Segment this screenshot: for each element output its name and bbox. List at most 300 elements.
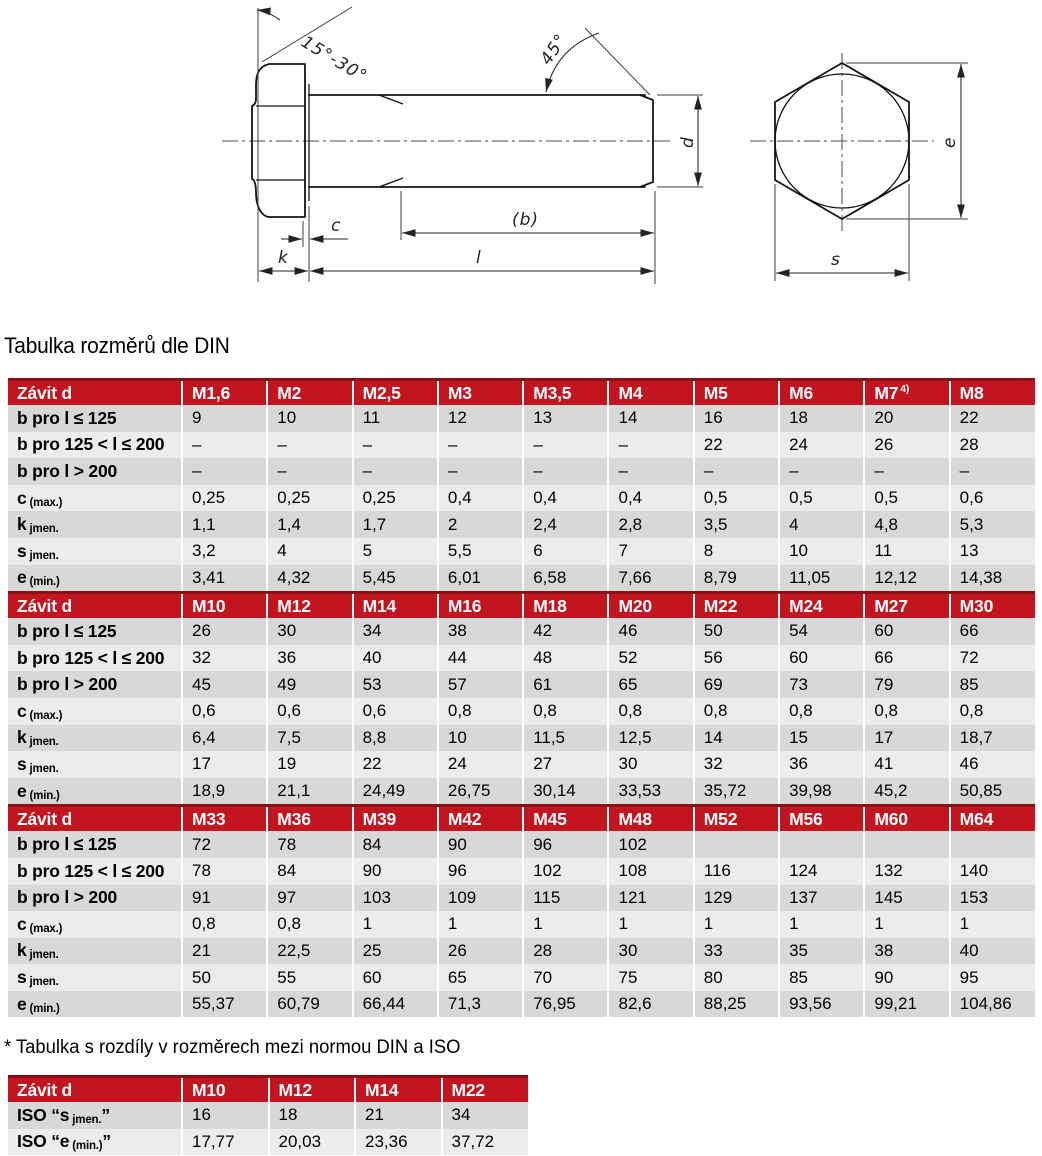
row-label-cell (8, 405, 182, 432)
dimension-value-cell: 13 (523, 405, 608, 432)
dimension-value-cell: 1 (694, 911, 779, 938)
head-height-label: k (278, 248, 289, 268)
row-label-cell (8, 645, 182, 672)
dimension-row (8, 645, 1035, 672)
row-label-cell (8, 485, 182, 512)
thread-size-header: M27 (864, 593, 949, 619)
row-label-cell (8, 938, 182, 965)
row-label-sub: jmen. (29, 523, 59, 536)
dimension-value-cell: 82,6 (608, 991, 693, 1018)
row-label-sub: (max.) (29, 922, 63, 935)
dimension-value-cell: – (182, 458, 267, 485)
dimension-row (8, 511, 1035, 538)
thread-size-header: M24 (779, 593, 864, 619)
dimension-value-cell: 36 (267, 645, 352, 672)
row-label-main: s (17, 967, 27, 988)
dimension-value-cell: 0,4 (438, 485, 523, 512)
row-label-main: b pro l ≤ 125 (17, 407, 117, 428)
dimension-value-cell: 40 (950, 938, 1035, 965)
dimension-value-cell: 10 (779, 538, 864, 565)
dimension-value-cell: 5,5 (438, 538, 523, 565)
dimension-value-cell: 90 (353, 858, 438, 885)
bolt-technical-drawing (0, 0, 1042, 312)
row-label-main: k (17, 727, 27, 748)
dimension-value-cell: – (694, 458, 779, 485)
row-label-cell (8, 618, 182, 645)
dimension-value-cell (694, 831, 779, 858)
thread-size-header: M52 (694, 806, 779, 832)
dimension-value-cell: 26 (864, 432, 949, 459)
dimension-value-cell (950, 831, 1035, 858)
row-label-pre: ISO “e (17, 1131, 70, 1152)
thread-size-header: M33 (182, 806, 267, 832)
dimension-value-cell: 78 (267, 831, 352, 858)
head-chamfer-angle-annotation (257, 7, 371, 282)
thread-size-header: M48 (608, 806, 693, 832)
dimension-value-cell: 6,58 (523, 565, 608, 593)
dimension-value-cell: 22 (950, 405, 1035, 432)
dimension-value-cell: 14 (694, 725, 779, 752)
dimension-value-cell: 109 (438, 885, 523, 912)
row-label-cell (8, 671, 182, 698)
row-label-post: ” (102, 1131, 111, 1152)
dimension-value-cell: 0,8 (608, 698, 693, 725)
dimension-value-cell: 103 (353, 885, 438, 912)
dimension-value-cell: 65 (608, 671, 693, 698)
dimension-value-cell: 2,4 (523, 511, 608, 538)
dimension-value-cell: 24 (779, 432, 864, 459)
dimension-value-cell: 70 (523, 964, 608, 991)
dimension-value-cell: 1 (523, 911, 608, 938)
thread-size-header: M39 (353, 806, 438, 832)
dimension-value-cell: 50 (694, 618, 779, 645)
thread-header-label: Závit d (8, 1077, 182, 1103)
dimension-value-cell: 75 (608, 964, 693, 991)
dimension-value-cell: – (438, 432, 523, 459)
dimension-value-cell: 66 (864, 645, 949, 672)
dimension-value-cell: – (267, 432, 352, 459)
dimension-value-cell: 60 (353, 964, 438, 991)
dimension-value-cell: 45 (182, 671, 267, 698)
row-label-sub: jmen. (29, 976, 59, 989)
row-label-cell (8, 538, 182, 565)
dimension-value-cell: – (182, 432, 267, 459)
dimension-value-cell: 0,5 (694, 485, 779, 512)
dimension-value-cell: 12 (438, 405, 523, 432)
row-label-main: b pro l > 200 (17, 887, 118, 908)
dimension-value-cell: 1 (864, 911, 949, 938)
dimension-value-cell: 30,14 (523, 778, 608, 806)
dimension-value-cell: 26 (182, 618, 267, 645)
dimension-value-cell: 16 (694, 405, 779, 432)
row-label-cell (8, 1129, 182, 1156)
dimension-row (8, 911, 1035, 938)
dimension-value-cell: 72 (950, 645, 1035, 672)
dimension-row (8, 458, 1035, 485)
row-label-cell (8, 432, 182, 459)
din-dimension-table (8, 378, 1035, 1017)
dimension-value-cell: – (353, 432, 438, 459)
section-header-row (8, 1077, 528, 1103)
dimension-value-cell: 18 (779, 405, 864, 432)
dimension-value-cell: 85 (779, 964, 864, 991)
dimension-value-cell: 99,21 (864, 991, 949, 1018)
dimension-value-cell: 129 (694, 885, 779, 912)
dimension-value-cell: 3,5 (694, 511, 779, 538)
thread-size-header: M60 (864, 806, 949, 832)
dimension-value-cell: 84 (267, 858, 352, 885)
dimension-value-cell: 5 (353, 538, 438, 565)
row-label-sub: (min.) (29, 576, 60, 589)
dimension-value-cell: 0,25 (267, 485, 352, 512)
dimension-value-cell: – (267, 458, 352, 485)
thread-size-header: M4 (608, 380, 693, 406)
iso-value-cell: 17,77 (182, 1129, 269, 1156)
thread-size-header: M36 (267, 806, 352, 832)
dimension-value-cell: 18,9 (182, 778, 267, 806)
dimension-value-cell: 10 (438, 725, 523, 752)
dimension-value-cell: 0,8 (694, 698, 779, 725)
dimension-value-cell: 0,25 (182, 485, 267, 512)
dimension-value-cell: 0,8 (438, 698, 523, 725)
dimension-value-cell: 48 (523, 645, 608, 672)
dimension-value-cell: 11,05 (779, 565, 864, 593)
dimension-value-cell: 52 (608, 645, 693, 672)
thread-size-header: M12 (267, 593, 352, 619)
dimension-value-cell: 55,37 (182, 991, 267, 1018)
dimension-row (8, 671, 1035, 698)
row-label-cell (8, 1102, 182, 1129)
dimension-value-cell: 49 (267, 671, 352, 698)
dimension-value-cell: 1,1 (182, 511, 267, 538)
row-label-sub: jmen. (29, 549, 59, 562)
dimension-value-cell: 26 (438, 938, 523, 965)
dimension-row (8, 698, 1035, 725)
dimension-value-cell: 66,44 (353, 991, 438, 1018)
dimension-value-cell: 137 (779, 885, 864, 912)
row-label-main: e (17, 567, 27, 588)
iso-dimension-row (8, 1102, 528, 1129)
dimension-row (8, 432, 1035, 459)
bolt-length-label: l (476, 248, 482, 268)
dimension-value-cell: 132 (864, 858, 949, 885)
thread-size-header: M8 (950, 380, 1035, 406)
dimension-row (8, 405, 1035, 432)
thread-size-header: M18 (523, 593, 608, 619)
dimension-value-cell: 102 (608, 831, 693, 858)
dimension-value-cell: 40 (353, 645, 438, 672)
thread-length-dimension (401, 191, 655, 284)
thread-size-header: M10 (182, 1077, 269, 1103)
dimension-value-cell: 88,25 (694, 991, 779, 1018)
dimension-value-cell: 69 (694, 671, 779, 698)
thread-size-header: M12 (269, 1077, 356, 1103)
iso-value-cell: 20,03 (269, 1129, 356, 1156)
iso-value-cell: 16 (182, 1102, 269, 1129)
dimension-value-cell: 7,5 (267, 725, 352, 752)
flat-width-label: s (831, 250, 841, 270)
row-label-main: c (17, 700, 27, 721)
dimension-row (8, 725, 1035, 752)
dimension-value-cell: 0,8 (864, 698, 949, 725)
dimension-value-cell: 96 (438, 858, 523, 885)
dimension-value-cell: 46 (608, 618, 693, 645)
dimension-value-cell: 7 (608, 538, 693, 565)
dimension-value-cell: 93,56 (779, 991, 864, 1018)
dimension-value-cell: 41 (864, 751, 949, 778)
row-label-cell (8, 751, 182, 778)
thread-size-header: M45 (523, 806, 608, 832)
dimension-value-cell: 20 (864, 405, 949, 432)
dimension-value-cell: 30 (608, 938, 693, 965)
dimension-value-cell: 11 (864, 538, 949, 565)
dimension-value-cell: 11,5 (523, 725, 608, 752)
iso-tbody (8, 1077, 528, 1156)
dimension-value-cell: 102 (523, 858, 608, 885)
iso-dimension-row (8, 1129, 528, 1156)
thread-size-header: M56 (779, 806, 864, 832)
row-label-cell (8, 458, 182, 485)
dimension-value-cell: 4 (267, 538, 352, 565)
washer-face-dimension (281, 206, 348, 247)
dimension-value-cell: 36 (779, 751, 864, 778)
dimension-value-cell: 34 (353, 618, 438, 645)
dimension-value-cell: 9 (182, 405, 267, 432)
thread-size-header: M16 (438, 593, 523, 619)
dimension-value-cell: 153 (950, 885, 1035, 912)
dimension-value-cell: 79 (864, 671, 949, 698)
dimension-value-cell: 140 (950, 858, 1035, 885)
dimension-value-cell: 15 (779, 725, 864, 752)
dimension-value-cell: 27 (523, 751, 608, 778)
din-table-title: Tabulka rozměrů dle DIN (4, 333, 230, 358)
iso-difference-note: * Tabulka s rozdíly v rozměrech mezi normou DIN a ISO (4, 1037, 461, 1058)
dimension-value-cell: 1 (438, 911, 523, 938)
thread-size-header: M3 (438, 380, 523, 406)
dimension-value-cell: 1,7 (353, 511, 438, 538)
row-label-cell (8, 885, 182, 912)
dimension-value-cell: 0,6 (182, 698, 267, 725)
dimension-value-cell: 60,79 (267, 991, 352, 1018)
dimension-value-cell: – (608, 432, 693, 459)
dimension-value-cell: 39,98 (779, 778, 864, 806)
dimension-value-cell: 4 (779, 511, 864, 538)
row-label-main: b pro l ≤ 125 (17, 834, 117, 855)
dimension-row (8, 751, 1035, 778)
dimension-row (8, 858, 1035, 885)
dimension-value-cell: 121 (608, 885, 693, 912)
dimension-value-cell (864, 831, 949, 858)
dimension-row (8, 538, 1035, 565)
thread-size-header: M2,5 (353, 380, 438, 406)
dimension-value-cell: 50,85 (950, 778, 1035, 806)
row-label-sub: (min.) (29, 789, 60, 802)
dimension-value-cell: 85 (950, 671, 1035, 698)
dimension-value-cell: 28 (523, 938, 608, 965)
dimension-value-cell: 0,6 (950, 485, 1035, 512)
row-label-cell (8, 698, 182, 725)
dimension-value-cell: 0,8 (950, 698, 1035, 725)
row-label-sub: jmen. (72, 1113, 102, 1126)
dimension-value-cell: 3,41 (182, 565, 267, 593)
dimension-value-cell: 0,4 (523, 485, 608, 512)
dimension-value-cell: 73 (779, 671, 864, 698)
chamfer-angle-label: 15°-30° (297, 32, 371, 88)
dimension-value-cell: 0,6 (267, 698, 352, 725)
dimension-value-cell: 26,75 (438, 778, 523, 806)
row-label-main: k (17, 514, 27, 535)
row-label-main: b pro 125 < l ≤ 200 (17, 860, 165, 881)
dimension-value-cell: 38 (864, 938, 949, 965)
diameter-label: d (678, 136, 698, 148)
row-label-main: b pro l > 200 (17, 460, 118, 481)
dimension-value-cell: 22,5 (267, 938, 352, 965)
dimension-value-cell: 1 (779, 911, 864, 938)
dimension-value-cell: – (523, 432, 608, 459)
dimension-value-cell: 24,49 (353, 778, 438, 806)
dimension-value-cell: 33 (694, 938, 779, 965)
end-chamfer-angle-label: 45° (536, 30, 572, 69)
dimension-value-cell: 18,7 (950, 725, 1035, 752)
dimension-value-cell: 55 (267, 964, 352, 991)
dimension-value-cell: 19 (267, 751, 352, 778)
dimension-value-cell: 6,4 (182, 725, 267, 752)
dimension-value-cell: 60 (864, 618, 949, 645)
thread-size-header: M3,5 (523, 380, 608, 406)
row-label-cell (8, 858, 182, 885)
dimension-value-cell: 78 (182, 858, 267, 885)
row-label-post: ” (101, 1104, 110, 1125)
dimension-value-cell: 17 (182, 751, 267, 778)
section-header-row (8, 593, 1035, 619)
dimension-value-cell: 53 (353, 671, 438, 698)
dimension-value-cell: 38 (438, 618, 523, 645)
dimension-value-cell: 0,25 (353, 485, 438, 512)
dimension-value-cell: 90 (438, 831, 523, 858)
thread-size-header: M30 (950, 593, 1035, 619)
dimension-value-cell: 72 (182, 831, 267, 858)
dimension-value-cell: – (523, 458, 608, 485)
section-header-row (8, 806, 1035, 832)
dimension-value-cell: 1 (353, 911, 438, 938)
dimension-value-cell: 61 (523, 671, 608, 698)
thread-size-header: M22 (694, 593, 779, 619)
bolt-length-dimension (310, 248, 654, 271)
row-label-main: e (17, 993, 27, 1014)
section-header-row (8, 380, 1035, 406)
dimension-value-cell: 124 (779, 858, 864, 885)
dimension-value-cell: 80 (694, 964, 779, 991)
dimension-value-cell: 3,2 (182, 538, 267, 565)
row-label-main: e (17, 780, 27, 801)
dimension-value-cell: 32 (182, 645, 267, 672)
row-label-main: k (17, 940, 27, 961)
dimension-row (8, 885, 1035, 912)
dimension-value-cell: 8,79 (694, 565, 779, 593)
dimension-value-cell: 0,8 (182, 911, 267, 938)
dimension-value-cell: 90 (864, 964, 949, 991)
thread-size-header: M6 (779, 380, 864, 406)
row-label-sub: jmen. (29, 736, 59, 749)
dimension-value-cell: 60 (779, 645, 864, 672)
dimension-row (8, 618, 1035, 645)
thread-size-header: M1,6 (182, 380, 267, 406)
dimension-value-cell: 5,3 (950, 511, 1035, 538)
dimension-value-cell: 24 (438, 751, 523, 778)
dimension-row (8, 831, 1035, 858)
dimension-value-cell: 17 (864, 725, 949, 752)
dimension-value-cell: 1,4 (267, 511, 352, 538)
dimension-value-cell: 65 (438, 964, 523, 991)
footnote-superscript: 4) (900, 382, 910, 395)
dimension-value-cell: 71,3 (438, 991, 523, 1018)
dimension-value-cell: 5,45 (353, 565, 438, 593)
dimension-value-cell: 4,8 (864, 511, 949, 538)
dimension-value-cell: 2 (438, 511, 523, 538)
row-label-main: s (17, 540, 27, 561)
dimension-value-cell: 28 (950, 432, 1035, 459)
thread-size-header: M42 (438, 806, 523, 832)
thread-header-label: Závit d (8, 380, 182, 406)
thread-size-header: M10 (182, 593, 267, 619)
washer-face-label: c (331, 216, 342, 236)
dimension-value-cell: – (353, 458, 438, 485)
dimension-value-cell: 13 (950, 538, 1035, 565)
thread-size-header (864, 380, 949, 406)
iso-difference-table (8, 1075, 528, 1155)
dimension-value-cell: 108 (608, 858, 693, 885)
dimension-value-cell: 14,38 (950, 565, 1035, 593)
thread-length-label: (b) (512, 210, 540, 230)
dimension-value-cell: 145 (864, 885, 949, 912)
dimension-value-cell: 50 (182, 964, 267, 991)
thread-size-text: M7 (874, 382, 899, 403)
row-label-main: b pro l > 200 (17, 674, 118, 695)
row-label-cell (8, 911, 182, 938)
dimension-value-cell: 1 (950, 911, 1035, 938)
dimension-value-cell: 46 (950, 751, 1035, 778)
thread-size-header: M14 (355, 1077, 442, 1103)
thread-size-header: M22 (442, 1077, 529, 1103)
dimension-value-cell: 35 (779, 938, 864, 965)
dimension-value-cell: 12,12 (864, 565, 949, 593)
dimension-value-cell: 6 (523, 538, 608, 565)
dimension-value-cell: 104,86 (950, 991, 1035, 1018)
dimension-value-cell: 14 (608, 405, 693, 432)
row-label-cell (8, 831, 182, 858)
dimension-value-cell: 33,53 (608, 778, 693, 806)
iso-value-cell: 18 (269, 1102, 356, 1129)
dimension-value-cell: 6,01 (438, 565, 523, 593)
dimension-value-cell: 11 (353, 405, 438, 432)
row-label-pre: ISO “s (17, 1104, 70, 1125)
dimension-value-cell: 7,66 (608, 565, 693, 593)
dimension-row (8, 565, 1035, 593)
iso-value-cell: 21 (355, 1102, 442, 1129)
dimension-value-cell: 22 (694, 432, 779, 459)
row-label-sub: jmen. (29, 949, 59, 962)
row-label-main: b pro 125 < l ≤ 200 (17, 647, 165, 668)
dimension-value-cell: – (438, 458, 523, 485)
dimension-value-cell: 45,2 (864, 778, 949, 806)
iso-value-cell: 23,36 (355, 1129, 442, 1156)
dimension-value-cell: – (608, 458, 693, 485)
dimension-value-cell: 76,95 (523, 991, 608, 1018)
dimension-value-cell: 30 (267, 618, 352, 645)
dimension-value-cell: 12,5 (608, 725, 693, 752)
row-label-cell (8, 991, 182, 1018)
dimension-value-cell: 0,4 (608, 485, 693, 512)
